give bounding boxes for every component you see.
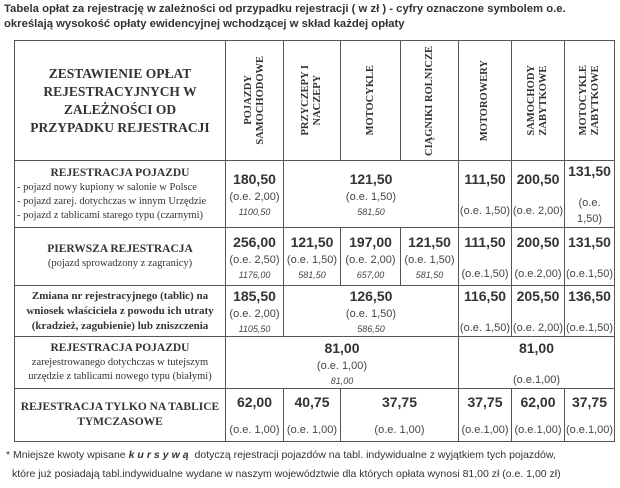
- registration-fee-oe: (o.e.1,50): [565, 267, 614, 280]
- registration-fee-oe: (o.e. 1,50): [345, 191, 397, 203]
- registration-fee-oe: (o.e. 2,00): [512, 205, 564, 217]
- fee-cell: [565, 389, 615, 442]
- fee-amount: 126,50: [349, 288, 393, 304]
- row-label: [15, 337, 226, 389]
- row-title: REJESTRACJA POJAZDU: [50, 342, 190, 354]
- registration-fee-oe: (o.e.1,50): [565, 322, 614, 334]
- registration-fee-oe: (o.e. 1,00): [374, 424, 425, 436]
- fee-amount: 116,50: [463, 288, 507, 304]
- individual-plates-amount: 1176,00: [238, 269, 271, 280]
- row-subtext: - pojazd zarej. dotychczas w innym Urzędzie: [17, 195, 207, 207]
- fee-amount: 121,50: [290, 233, 334, 250]
- registration-fee-oe: (o.e.1,50): [461, 267, 509, 280]
- individual-plates-amount: 1105,50: [238, 324, 271, 334]
- fee-amount: 200,50: [516, 233, 560, 250]
- fee-amount: 37,75: [381, 394, 418, 410]
- registration-fee-oe: (o.e. 1,50): [459, 205, 511, 217]
- header-row: [15, 41, 615, 161]
- row-label: [15, 389, 226, 442]
- registration-fee-oe: (o.e. 1,50): [345, 308, 397, 320]
- individual-plates-amount: 586,50: [357, 324, 385, 334]
- registration-fee-oe: (o.e. 1,50): [459, 322, 511, 334]
- table-caption: Tabela opłat za rejestrację w zależności od przypadku rejestracji ( w zł ) - cyfry oznaczone symbolem o.e. określają wysokość opłaty ewidencyjnej wchodzącej w skład każdej opłaty: [4, 3, 566, 30]
- column-header: POJAZDY SAMOCHODOWE: [242, 56, 266, 145]
- row-title: PIERWSZA REJESTRACJA: [47, 243, 193, 255]
- fee-cell: [341, 389, 459, 442]
- individual-plates-amount: 581,50: [298, 269, 326, 280]
- fee-cell: [226, 161, 284, 228]
- row-label: [15, 228, 226, 286]
- fee-cell: [459, 161, 512, 228]
- column-header: PRZYCZEPY I NACZEPY: [300, 65, 323, 136]
- fee-cell: [284, 161, 459, 228]
- fee-amount: 111,50: [464, 171, 506, 187]
- registration-fee-oe: (o.e. 2,50): [229, 253, 280, 266]
- fee-cell: [226, 337, 459, 389]
- column-header: MOTOROWERY: [479, 59, 490, 142]
- row-label: [15, 161, 226, 228]
- registration-fee-oe: (o.e. 1,50): [576, 197, 603, 225]
- row-subtext: - pojazd nowy kupiony w salonie w Polsce: [17, 181, 197, 193]
- footnote: * Mniejsze kwoty wpisane kursywą dotyczą rejestracji pojazdów na tabl. indywidualne z wyjątkiem tych pojazdów, które już posiadają tabl.indywidualne wydane w naszym województwie dla których opłata wynosi 81,00 zł (o.e. 1,00 zł): [6, 449, 561, 480]
- registration-fee-oe: (o.e. 2,00): [512, 322, 564, 334]
- row-subtext: urzędzie z tablicami nowego typu (białymi): [28, 371, 212, 382]
- fee-cell: [284, 389, 341, 442]
- row-title: REJESTRACJA TYLKO NA TABLICE TYMCZASOWE: [20, 401, 220, 428]
- fee-cell: [512, 228, 565, 286]
- fee-amount: 131,50: [568, 163, 611, 179]
- fee-amount: 62,00: [520, 394, 556, 410]
- registration-fee-oe: (o.e. 1,00): [286, 424, 338, 436]
- registration-fee-oe: (o.e. 1,50): [404, 253, 455, 266]
- table-row: [15, 161, 615, 228]
- fee-amount: 37,75: [467, 394, 503, 410]
- fee-cell: [459, 337, 615, 389]
- registration-fee-oe: (o.e.2,00): [514, 267, 562, 280]
- fees-table: [14, 40, 615, 442]
- registration-fee-oe: (o.e.1,00): [461, 424, 509, 436]
- row-subtext: (pojazd sprowadzony z zagranicy): [47, 258, 193, 269]
- fee-amount: 205,50: [516, 288, 560, 304]
- column-header: SAMOCHODY ZABYTKOWE: [526, 65, 549, 136]
- row-subtext: - pojazd z tablicami starego typu (czarnymi): [17, 209, 204, 221]
- registration-fee-oe: (o.e. 2,00): [229, 191, 280, 203]
- row-title: Zmiana nr rejestracyjnego (tablic) na wniosek właściciela z powodu ich utraty (kradzież, zagubienie) lub zniszczenia: [26, 289, 214, 332]
- fee-amount: 180,50: [233, 171, 276, 187]
- column-header: MOTOCYKLE: [364, 65, 376, 136]
- individual-plates-amount: 581,50: [357, 207, 385, 217]
- fee-amount: 256,00: [233, 233, 276, 250]
- individual-plates-amount: 1100,50: [238, 207, 271, 217]
- registration-fee-oe: (o.e.1,00): [514, 424, 562, 436]
- fee-amount: 121,50: [408, 233, 451, 250]
- registration-fee-oe: (o.e.1,00): [565, 424, 614, 436]
- fee-cell: [284, 286, 459, 337]
- fee-amount: 121,50: [349, 171, 393, 187]
- fee-cell: [226, 286, 284, 337]
- fee-cell: [341, 228, 401, 286]
- registration-fee-oe: (o.e. 1,50): [286, 253, 338, 266]
- fee-amount: 185,50: [233, 288, 276, 304]
- fee-cell: [512, 161, 565, 228]
- table-row: [15, 389, 615, 442]
- table-row: [15, 286, 615, 337]
- registration-fee-oe: (o.e. 1,00): [316, 359, 368, 372]
- fee-cell: [512, 286, 565, 337]
- fee-amount: 81,00: [324, 339, 360, 356]
- fee-amount: 200,50: [516, 171, 560, 187]
- fee-amount: 131,50: [568, 233, 611, 250]
- fee-amount: 197,00: [349, 233, 392, 250]
- fee-cell: [459, 228, 512, 286]
- table-row: [15, 228, 615, 286]
- fee-cell: [284, 228, 341, 286]
- table-row: [15, 337, 615, 389]
- fee-cell: [459, 389, 512, 442]
- fee-amount: 62,00: [236, 394, 273, 410]
- row-label: [15, 286, 226, 337]
- fee-amount: 111,50: [464, 233, 506, 250]
- fee-amount: 136,50: [568, 288, 611, 304]
- fee-cell: [226, 228, 284, 286]
- fee-cell: [565, 228, 615, 286]
- fee-amount: 81,00: [518, 339, 555, 356]
- fee-cell: [512, 389, 565, 442]
- individual-plates-amount: 581,50: [415, 269, 444, 280]
- registration-fee-oe: (o.e.1,00): [512, 373, 561, 386]
- column-header: CIĄGNIKI ROLNICZE: [423, 45, 435, 156]
- fee-cell: [401, 228, 459, 286]
- fee-amount: 37,75: [571, 394, 608, 410]
- individual-plates-amount: 657,00: [356, 269, 385, 280]
- fee-amount: 40,75: [294, 394, 330, 410]
- column-header: MOTOCYKLE ZABYTKOWE: [577, 65, 601, 136]
- fee-cell: [565, 286, 615, 337]
- fee-cell: [226, 389, 284, 442]
- registration-fee-oe: (o.e. 1,00): [229, 424, 280, 436]
- registration-fee-oe: (o.e. 2,00): [229, 308, 280, 320]
- row-subtext: zarejestrowanego dotychczas w tutejszym: [31, 357, 209, 368]
- individual-plates-amount: 81,00: [330, 375, 354, 386]
- header-main: ZESTAWIENIE OPŁAT REJESTRACYJNYCH W ZALEŻNOŚCI OD PRZYPADKU REJESTRACJI: [15, 41, 226, 161]
- row-title: REJESTRACJA POJAZDU: [50, 166, 190, 179]
- registration-fee-oe: (o.e. 2,00): [345, 253, 396, 266]
- fee-cell: [459, 286, 512, 337]
- fee-cell: [565, 161, 615, 228]
